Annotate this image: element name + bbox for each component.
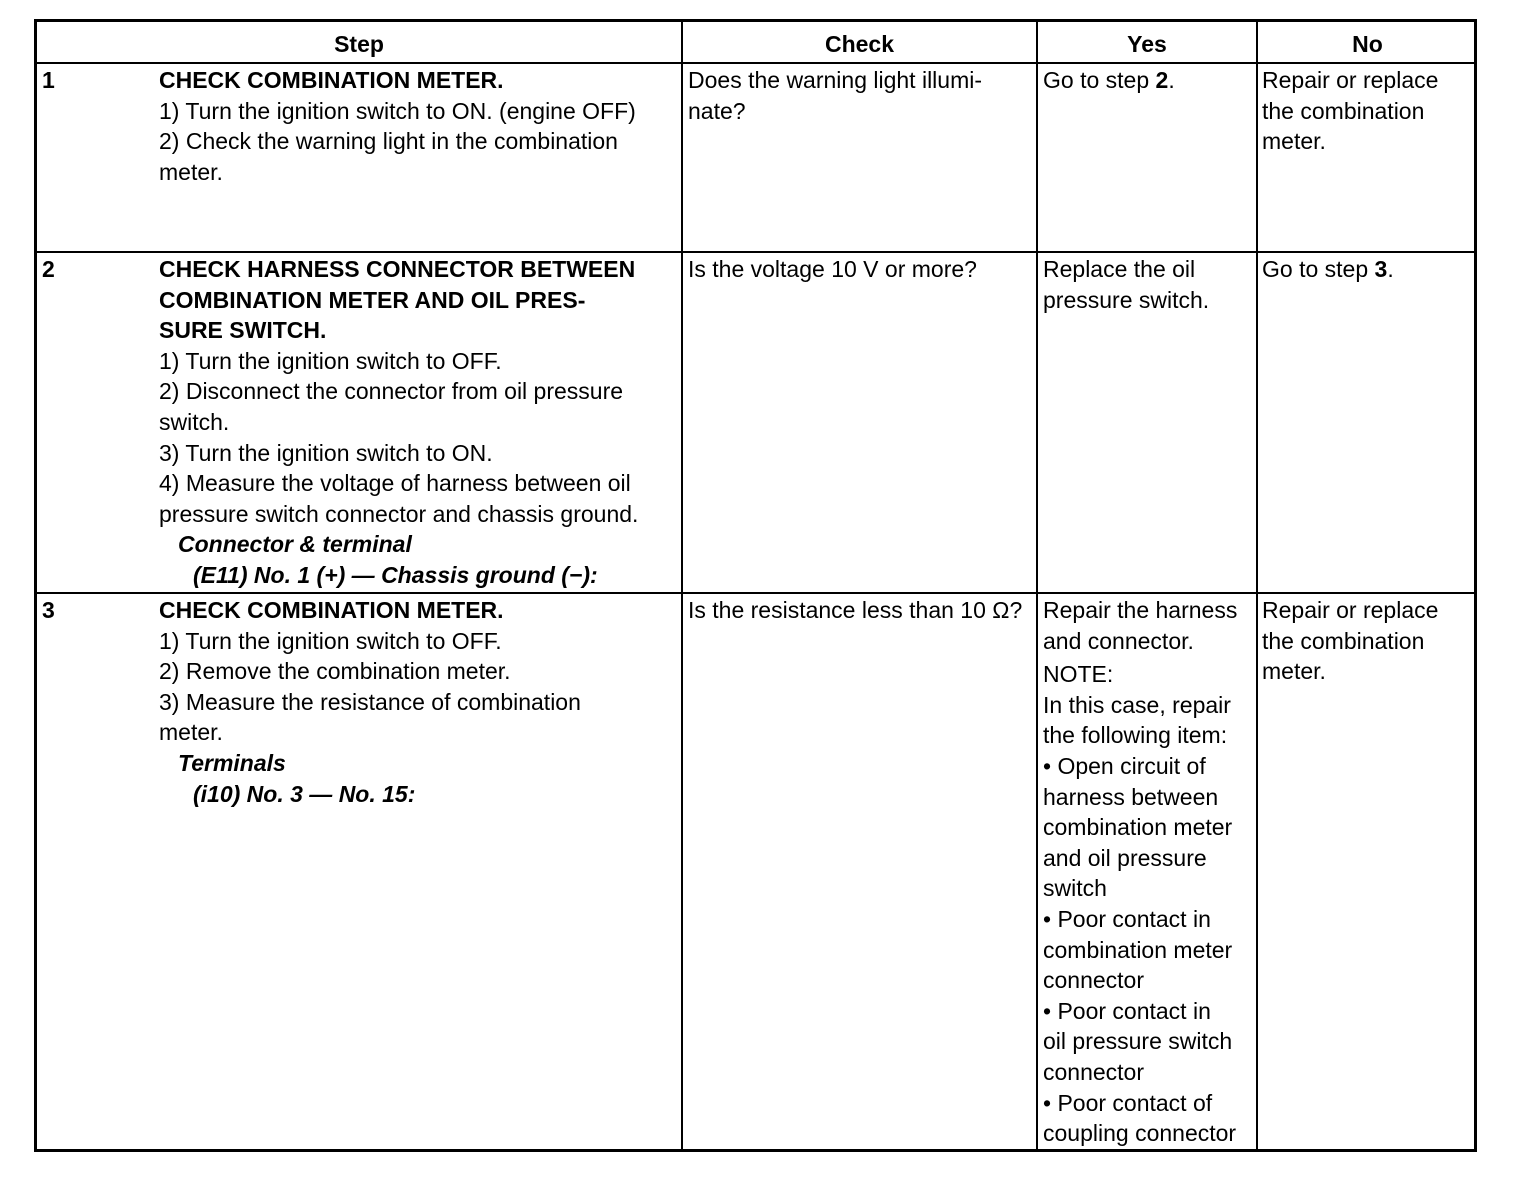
yes-line: In this case, repair — [1043, 691, 1231, 718]
procedure-line: 2) Disconnect the connector from oil pressure — [159, 378, 624, 405]
procedure-line: 4) Measure the voltage of harness between oil — [159, 470, 631, 497]
column-divider — [681, 22, 683, 1149]
procedure-line: 1) Turn the ignition switch to OFF. — [159, 347, 502, 374]
header-yes: Yes — [1127, 31, 1167, 57]
procedure-line: 3) Measure the resistance of combination — [159, 688, 581, 715]
header-check: Check — [824, 31, 895, 57]
diagnostic-table — [34, 19, 1477, 1152]
no-cell — [1262, 254, 1394, 285]
step-title: CHECK COMBINATION METER. — [159, 67, 504, 93]
check-line: Is the resistance less than 10 Ω? — [688, 597, 1023, 623]
step-content — [159, 254, 638, 591]
yes-bullet-line: • Poor contact in — [1043, 905, 1211, 932]
yes-line: harness between — [1043, 783, 1219, 810]
check-line: Does the warning light illumi- — [688, 67, 983, 93]
yes-line: Go to step 2. — [1043, 67, 1175, 93]
yes-cell — [1043, 254, 1209, 315]
check-line: Is the voltage 10 V or more? — [688, 256, 977, 282]
procedure-line: 3) Turn the ignition switch to ON. — [159, 439, 493, 466]
no-line: Repair or replace — [1262, 67, 1439, 93]
yes-line: combination meter — [1043, 814, 1233, 841]
procedure-line: meter. — [159, 158, 223, 185]
step-title: COMBINATION METER AND OIL PRES- — [159, 286, 586, 313]
yes-line: switch — [1043, 875, 1107, 902]
step-content — [159, 595, 581, 809]
row-divider — [37, 251, 1474, 253]
yes-line: and connector. — [1043, 627, 1194, 654]
step-number: 3 — [42, 597, 55, 623]
procedure-line: meter. — [159, 719, 223, 746]
yes-cell — [1043, 65, 1175, 96]
column-divider — [1036, 22, 1038, 1149]
yes-line: connector — [1043, 1058, 1145, 1085]
procedure-line: 1) Turn the ignition switch to OFF. — [159, 627, 502, 654]
yes-line: Repair the harness — [1043, 597, 1238, 623]
row-divider — [37, 592, 1474, 594]
check-line: nate? — [688, 97, 746, 124]
step-title: CHECK HARNESS CONNECTOR BETWEEN — [159, 256, 636, 282]
yes-line: coupling connector — [1043, 1120, 1237, 1147]
no-line: Go to step 3. — [1262, 256, 1394, 282]
step-number: 1 — [42, 67, 55, 93]
yes-line: oil pressure switch — [1043, 1028, 1233, 1055]
no-line: meter. — [1262, 128, 1326, 155]
header-step: Step — [334, 31, 384, 57]
step-title: CHECK COMBINATION METER. — [159, 597, 504, 623]
step-title: SURE SWITCH. — [159, 317, 327, 344]
step-number: 2 — [42, 256, 55, 282]
yes-line: combination meter — [1043, 936, 1233, 963]
yes-bullet-line: • Open circuit of — [1043, 752, 1206, 779]
procedure-line: 2) Check the warning light in the combination — [159, 128, 618, 155]
check-cell — [688, 595, 1022, 626]
no-line: the combination — [1262, 97, 1425, 124]
no-line: meter. — [1262, 658, 1326, 685]
procedure-line: 2) Remove the combination meter. — [159, 658, 511, 685]
procedure-line: switch. — [159, 408, 230, 435]
step-ref: 3 — [1374, 256, 1388, 282]
spec-label: Terminals — [178, 749, 286, 776]
check-cell — [688, 254, 977, 285]
yes-line: the following item: — [1043, 722, 1228, 749]
column-divider — [1256, 22, 1258, 1149]
yes-cell — [1043, 595, 1237, 1149]
spec-value: (E11) No. 1 (+) — Chassis ground (−): — [193, 561, 598, 588]
yes-line: connector — [1043, 967, 1145, 994]
header-no: No — [1352, 31, 1383, 57]
step-ref: 2 — [1155, 67, 1169, 93]
yes-line: and oil pressure — [1043, 844, 1207, 871]
yes-line: Replace the oil — [1043, 256, 1196, 282]
step-content — [159, 65, 636, 187]
no-cell — [1262, 65, 1438, 157]
spec-value: (i10) No. 3 — No. 15: — [193, 780, 416, 807]
no-line: the combination — [1262, 627, 1425, 654]
spec-label: Connector & terminal — [178, 531, 412, 558]
no-cell — [1262, 595, 1438, 687]
yes-bullet-line: • Poor contact of — [1043, 1089, 1213, 1116]
procedure-line: pressure switch connector and chassis ground. — [159, 500, 639, 527]
no-line: Repair or replace — [1262, 597, 1439, 623]
procedure-line: 1) Turn the ignition switch to ON. (engine OFF) — [159, 97, 636, 124]
yes-bullet-line: • Poor contact in — [1043, 997, 1211, 1024]
yes-line: pressure switch. — [1043, 286, 1210, 313]
note-label: NOTE: — [1043, 661, 1114, 688]
check-cell — [688, 65, 982, 126]
